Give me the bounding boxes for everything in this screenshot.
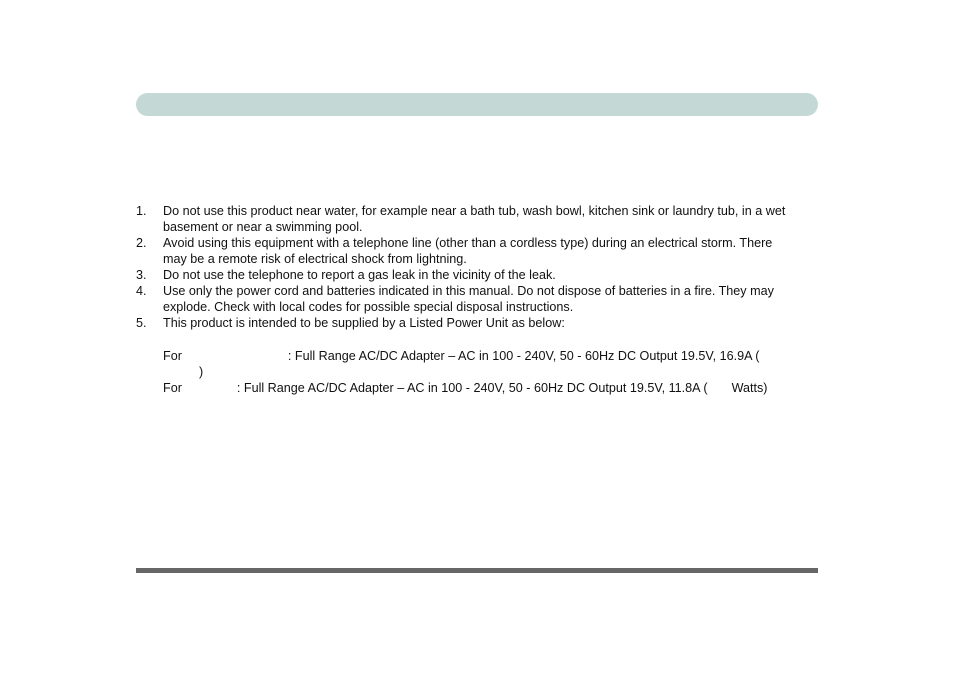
list-item [136,315,826,331]
header-bar [136,93,818,116]
list-item-text: This product is intended to be supplied by a Listed Power Unit as below: [163,316,565,330]
list-item [136,283,826,315]
list-item-number: 5. [136,316,147,330]
list-item-text: Use only the power cord and batteries indicated in this manual. Do not dispose of batteries in a fire. They may [163,284,774,298]
list-item-text: Do not use this product near water, for example near a bath tub, wash bowl, kitchen sink or laundry tub, in a wet [163,204,786,218]
list-item-text: Do not use the telephone to report a gas leak in the vicinity of the leak. [163,268,556,282]
list-item-text-continued: basement or near a swimming pool. [163,220,363,234]
safety-instructions-list [136,203,826,331]
footer-rule [136,568,818,573]
list-item-number: 1. [136,204,147,218]
list-item-number: 4. [136,284,147,298]
list-item-text-continued: may be a remote risk of electrical shock from lightning. [163,252,467,266]
list-item-text-continued: explode. Check with local codes for possible special disposal instructions. [163,300,574,314]
adapter-spec-text: : Full Range AC/DC Adapter – AC in 100 - 240V, 50 - 60Hz DC Output 19.5V, 16.9A ( [287,349,760,363]
list-item-number: 2. [136,236,147,250]
adapter-spec-line [163,380,823,396]
adapter-spec-line [163,348,823,364]
list-item [136,267,826,283]
adapter-spec-continuation [163,364,823,380]
adapter-specs [163,348,823,396]
list-item-number: 3. [136,268,147,282]
adapter-spec-text: : Full Range AC/DC Adapter – AC in 100 - 240V, 50 - 60Hz DC Output 19.5V, 11.8A ( [236,381,708,395]
adapter-for-label: For [163,381,182,395]
list-item [136,235,826,267]
adapter-spec-watts: Watts) [731,381,768,395]
list-item [136,203,826,235]
list-item-text: Avoid using this equipment with a telephone line (other than a cordless type) during an electrical storm. There [163,236,773,250]
adapter-spec-closing-paren: ) [199,365,204,379]
adapter-for-label: For [163,349,182,363]
